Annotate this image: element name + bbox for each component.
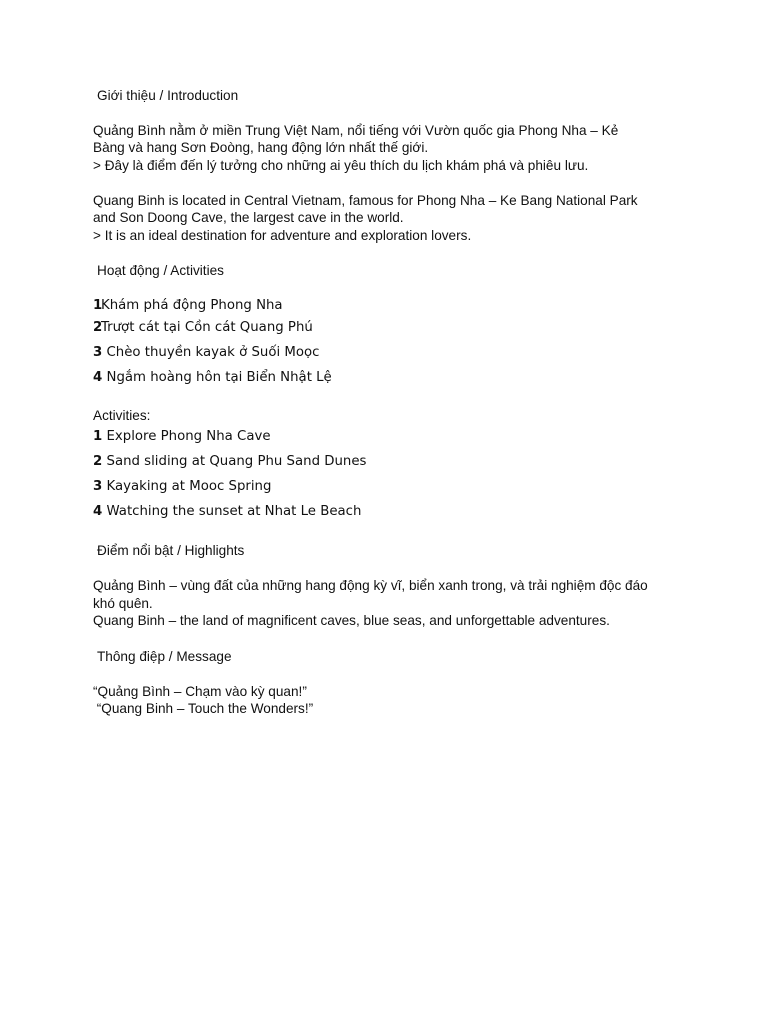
activities-heading: Hoạt động / Activities: [97, 263, 224, 278]
intro-vi-line-3: > Đây là điểm đến lý tưởng cho những ai yêu thích du lịch khám phá và phiêu lưu.: [93, 158, 589, 173]
activity-vi-text: Khám phá động Phong Nha: [101, 298, 283, 313]
activity-vi-number: 2: [93, 320, 103, 335]
highlights-vi-line-2: khó quên.: [93, 596, 153, 611]
activity-vi-text: Chèo thuyền kayak ở Suối Moọc: [106, 345, 320, 360]
intro-en-line-2: and Son Doong Cave, the largest cave in the world.: [93, 210, 404, 225]
activity-en-text: Kayaking at Mooc Spring: [106, 479, 272, 494]
intro-en-line-1: Quang Binh is located in Central Vietnam, famous for Phong Nha – Ke Bang National Park: [93, 193, 638, 208]
activity-en-number: 1: [93, 429, 103, 444]
intro-vi-line-2: Bàng và hang Sơn Đoòng, hang động lớn nhất thế giới.: [93, 140, 429, 155]
message-en-quote: “Quang Binh – Touch the Wonders!”: [93, 701, 314, 716]
activity-vi-text: Trượt cát tại Cồn cát Quang Phú: [101, 320, 313, 335]
message-vi-quote: “Quảng Bình – Chạm vào kỳ quan!”: [93, 684, 307, 699]
activity-vi-item: [93, 344, 319, 362]
intro-en-line-3: > It is an ideal destination for adventure and exploration lovers.: [93, 228, 472, 243]
activity-en-item: [93, 453, 366, 471]
intro-heading: Giới thiệu / Introduction: [97, 88, 239, 103]
activity-vi-item: [93, 319, 313, 337]
highlights-heading: Điểm nổi bật / Highlights: [97, 543, 245, 558]
activity-en-text: Watching the sunset at Nhat Le Beach: [106, 504, 362, 519]
highlights-vi-line-1: Quảng Bình – vùng đất của những hang động kỳ vĩ, biển xanh trong, và trải nghiệm độc đáo: [93, 578, 648, 593]
activity-vi-item: [93, 369, 332, 387]
highlights-en-line-1: Quang Binh – the land of magnificent caves, blue seas, and unforgettable adventures.: [93, 613, 610, 628]
activity-en-number: 3: [93, 479, 103, 494]
activities-en-label: Activities:: [93, 408, 151, 423]
activity-vi-item: [93, 297, 283, 315]
activity-en-item: [93, 428, 271, 446]
activity-en-text: Sand sliding at Quang Phu Sand Dunes: [106, 454, 367, 469]
activity-vi-number: 1: [93, 298, 103, 313]
activity-en-item: [93, 478, 271, 496]
activity-vi-number: 4: [93, 370, 103, 385]
activity-en-text: Explore Phong Nha Cave: [106, 429, 271, 444]
activity-vi-number: 3: [93, 345, 103, 360]
message-heading: Thông điệp / Message: [97, 649, 232, 664]
activity-en-number: 2: [93, 454, 103, 469]
activity-en-number: 4: [93, 504, 103, 519]
activity-en-item: [93, 503, 361, 521]
intro-vi-line-1: Quảng Bình nằm ở miền Trung Việt Nam, nổi tiếng với Vườn quốc gia Phong Nha – Kẻ: [93, 123, 619, 138]
activity-vi-text: Ngắm hoàng hôn tại Biển Nhật Lệ: [106, 370, 332, 385]
